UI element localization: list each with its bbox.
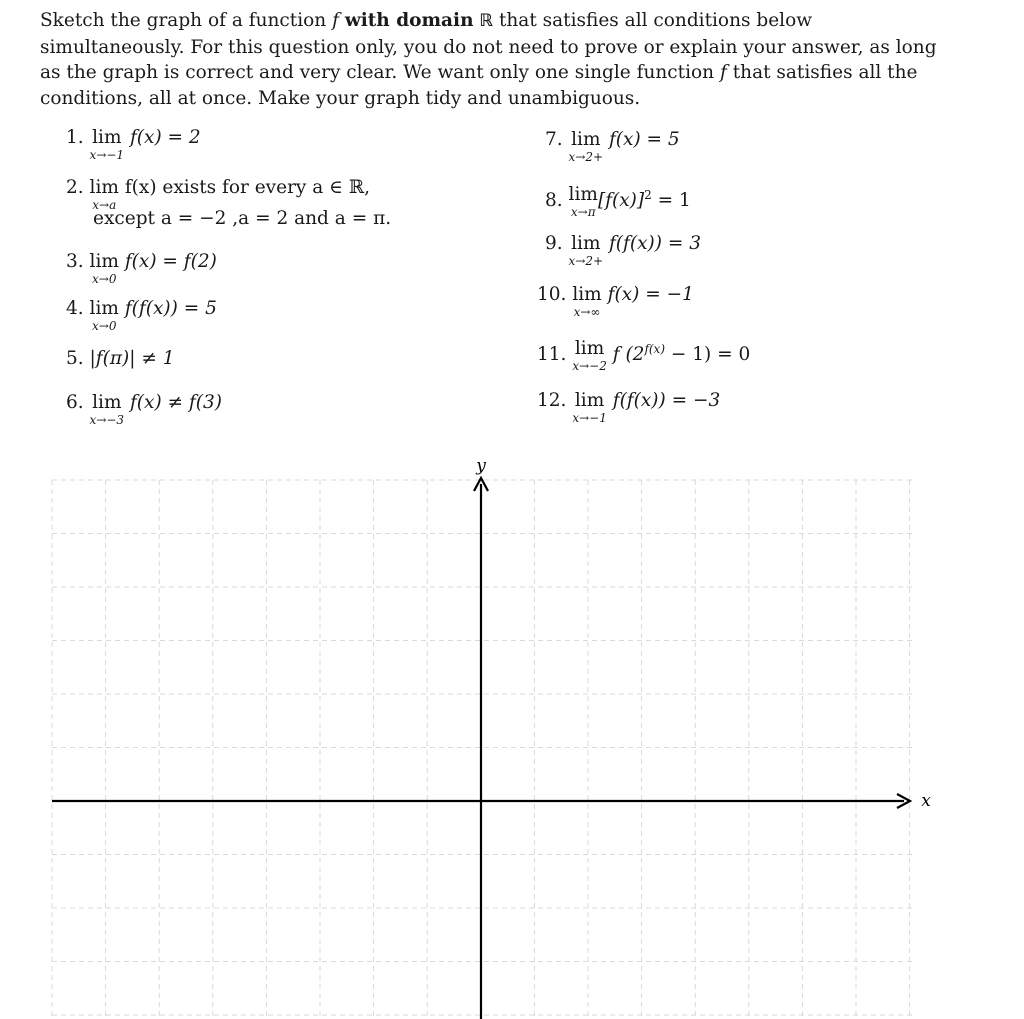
- condition-number: 6.: [66, 392, 84, 413]
- lim-word: lim: [571, 233, 601, 254]
- lim-subscript: x→π: [570, 205, 596, 219]
- condition-expression: f(f(x)) = 5: [124, 298, 217, 319]
- lim-subscript: x→−2: [572, 359, 607, 373]
- condition-number: 2.: [66, 177, 84, 198]
- lim-subscript: x→∞: [573, 305, 601, 319]
- lim-word: lim: [89, 298, 119, 319]
- condition-expression: f(f(x)) = 3: [608, 233, 701, 254]
- lim-word: lim: [89, 177, 119, 198]
- condition-expression: [f(x)]: [597, 190, 645, 211]
- condition-expression: |f(π)| ≠ 1: [89, 348, 175, 369]
- intro-text-1: Sketch the graph of a function: [40, 10, 327, 31]
- condition-number: 1.: [66, 127, 84, 148]
- lim-word: lim: [574, 338, 605, 359]
- lim-word: lim: [92, 392, 122, 413]
- condition-expression: f(x) = 2: [129, 127, 201, 148]
- exponent: 2: [644, 188, 652, 202]
- condition-number: 7.: [545, 129, 563, 150]
- condition-number: 11.: [537, 344, 567, 365]
- function-symbol: f: [332, 10, 339, 31]
- lim-word: lim: [92, 127, 122, 148]
- condition-expression-rhs: − 1) = 0: [665, 344, 751, 365]
- condition-number: 10.: [537, 284, 567, 305]
- lim-subscript: x→−1: [89, 148, 125, 162]
- condition-expression: f(x) exists for every a ∈ ℝ,: [124, 177, 370, 198]
- condition-number: 3.: [66, 251, 84, 272]
- lim-word: lim: [574, 390, 605, 411]
- with-domain-bold: with domain: [344, 10, 474, 31]
- lim-subscript: x→2+: [568, 254, 604, 268]
- condition-expression-rhs: = 1: [651, 190, 691, 211]
- condition-expression: f(f(x)) = −3: [612, 390, 721, 411]
- condition-number: 9.: [545, 233, 563, 254]
- condition-number: 5.: [66, 348, 84, 369]
- condition-expression: f(x) = f(2): [124, 251, 217, 272]
- condition-expression-line2: except a = −2 ,a = 2 and a = π.: [93, 208, 392, 229]
- function-symbol-2: f: [719, 62, 727, 83]
- condition-expression: f (2: [612, 344, 645, 365]
- intro-text-2: that satisfies all conditions below simultaneously. For this question only, you do not need to prove or explain your answer, as long as the graph is correct and very clear. We want only one single function: [40, 10, 937, 83]
- condition-expression: f(x) = 5: [608, 129, 680, 150]
- condition-number: 4.: [66, 298, 84, 319]
- lim-subscript: x→0: [92, 272, 117, 286]
- condition-expression: f(x) = −1: [607, 284, 694, 305]
- x-axis-label: x: [921, 791, 931, 811]
- lim-subscript: x→2+: [568, 150, 604, 164]
- exponent: f(x): [644, 342, 666, 356]
- lim-subscript: x→a: [92, 198, 117, 212]
- condition-number: 8.: [545, 190, 563, 211]
- lim-subscript: x→0: [92, 319, 117, 333]
- y-axis-label: y: [476, 456, 486, 476]
- lim-subscript: x→−1: [572, 411, 607, 425]
- lim-subscript: x→−3: [89, 413, 125, 427]
- reals-symbol: ℝ: [479, 11, 494, 31]
- intro-text-3: that satisfies all the conditions, all at once. Make your graph tidy and unambiguous.: [40, 62, 918, 109]
- lim-word: lim: [571, 129, 601, 150]
- lim-word: lim: [572, 284, 602, 305]
- lim-word: lim: [89, 251, 119, 272]
- condition-number: 12.: [537, 390, 567, 411]
- lim-word: lim: [568, 184, 598, 205]
- condition-expression: f(x) ≠ f(3): [129, 392, 222, 413]
